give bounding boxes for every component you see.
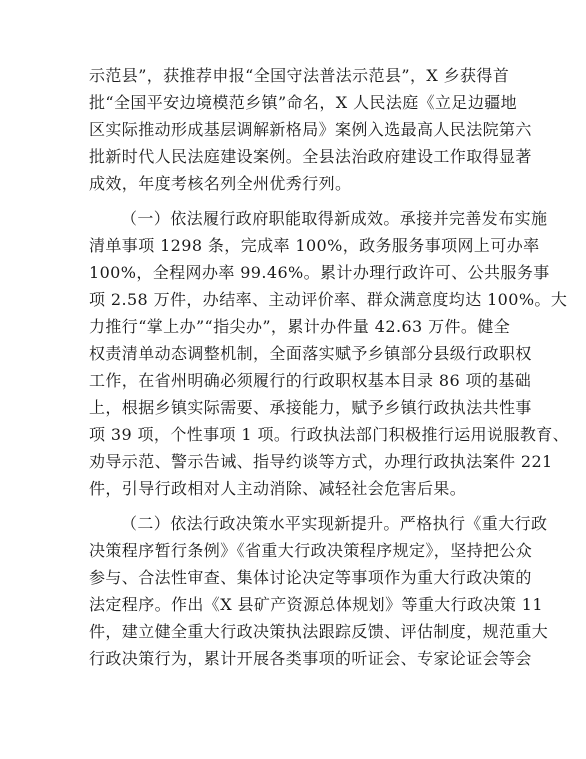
paragraph-government-functions xyxy=(89,205,570,502)
text-line: 参与、合法性审查、集体讨论决定等事项作为重大行政决策的 xyxy=(89,568,532,587)
text-line: 批新时代人民法庭建设案例。全县法治政府建设工作取得显著 xyxy=(89,147,532,166)
text-line: 决策程序暂行条例》《省重大行政决策程序规定》，坚持把公众 xyxy=(89,541,533,560)
text-line: 100%，全程网办率 99.46%。累计办理行政许可、公共服务事 xyxy=(89,263,550,282)
paragraph-administrative-decisions xyxy=(89,510,549,672)
text-line: 行政决策行为，累计开展各类事项的听证会、专家论证会等会 xyxy=(89,649,532,668)
text-line: 工作，在省州明确必须履行的行政职权基本目录 86 项的基础 xyxy=(89,371,532,390)
paragraph-gap xyxy=(89,502,509,510)
text-line: 区实际推动形成基层调解新格局》案例入选最高人民法院第六 xyxy=(89,120,532,139)
text-line: 件，建立健全重大行政决策执法跟踪反馈、评估制度，规范重大 xyxy=(89,622,549,641)
text-line: 项 2.58 万件，办结率、主动评价率、群众满意度均达 100%。大 xyxy=(89,290,568,309)
text-line: 力推行“掌上办”“指尖办”，累计办件量 42.63 万件。健全 xyxy=(89,317,511,336)
text-line: 法定程序。作出《X 县矿产资源总体规划》等重大行政决策 11 xyxy=(89,595,543,614)
paragraph-continuation xyxy=(89,62,532,197)
text-line: 劝导示范、警示告诫、指导约谈等方式，办理行政执法案件 221 xyxy=(89,452,553,471)
text-line: （二）依法行政决策水平实现新提升。严格执行《重大行政 xyxy=(121,514,548,533)
text-line: 件，引导行政相对人主动消除、减轻社会危害后果。 xyxy=(89,479,467,498)
text-line: 批“全国平安边境模范乡镇”命名，X 人民法庭《立足边疆地 xyxy=(89,93,518,112)
text-line: 项 39 项，个性事项 1 项。行政执法部门积极推行运用说服教育、 xyxy=(89,425,570,444)
text-line: 清单事项 1298 条，完成率 100%，政务服务事项网上可办率 xyxy=(89,236,540,255)
text-line: 权责清单动态调整机制，全面落实赋予乡镇部分县级行政职权 xyxy=(89,344,532,363)
text-line: 示范县”，获推荐申报“全国守法普法示范县”，X 乡获得首 xyxy=(89,66,510,85)
text-line: 上，根据乡镇实际需要、承接能力，赋予乡镇行政执法共性事 xyxy=(89,398,532,417)
text-line: 成效，年度考核名列全州优秀行列。 xyxy=(89,174,352,193)
document-body xyxy=(89,62,570,672)
paragraph-gap xyxy=(89,197,509,205)
text-line: （一）依法履行政府职能取得新成效。承接并完善发布实施 xyxy=(121,209,548,228)
